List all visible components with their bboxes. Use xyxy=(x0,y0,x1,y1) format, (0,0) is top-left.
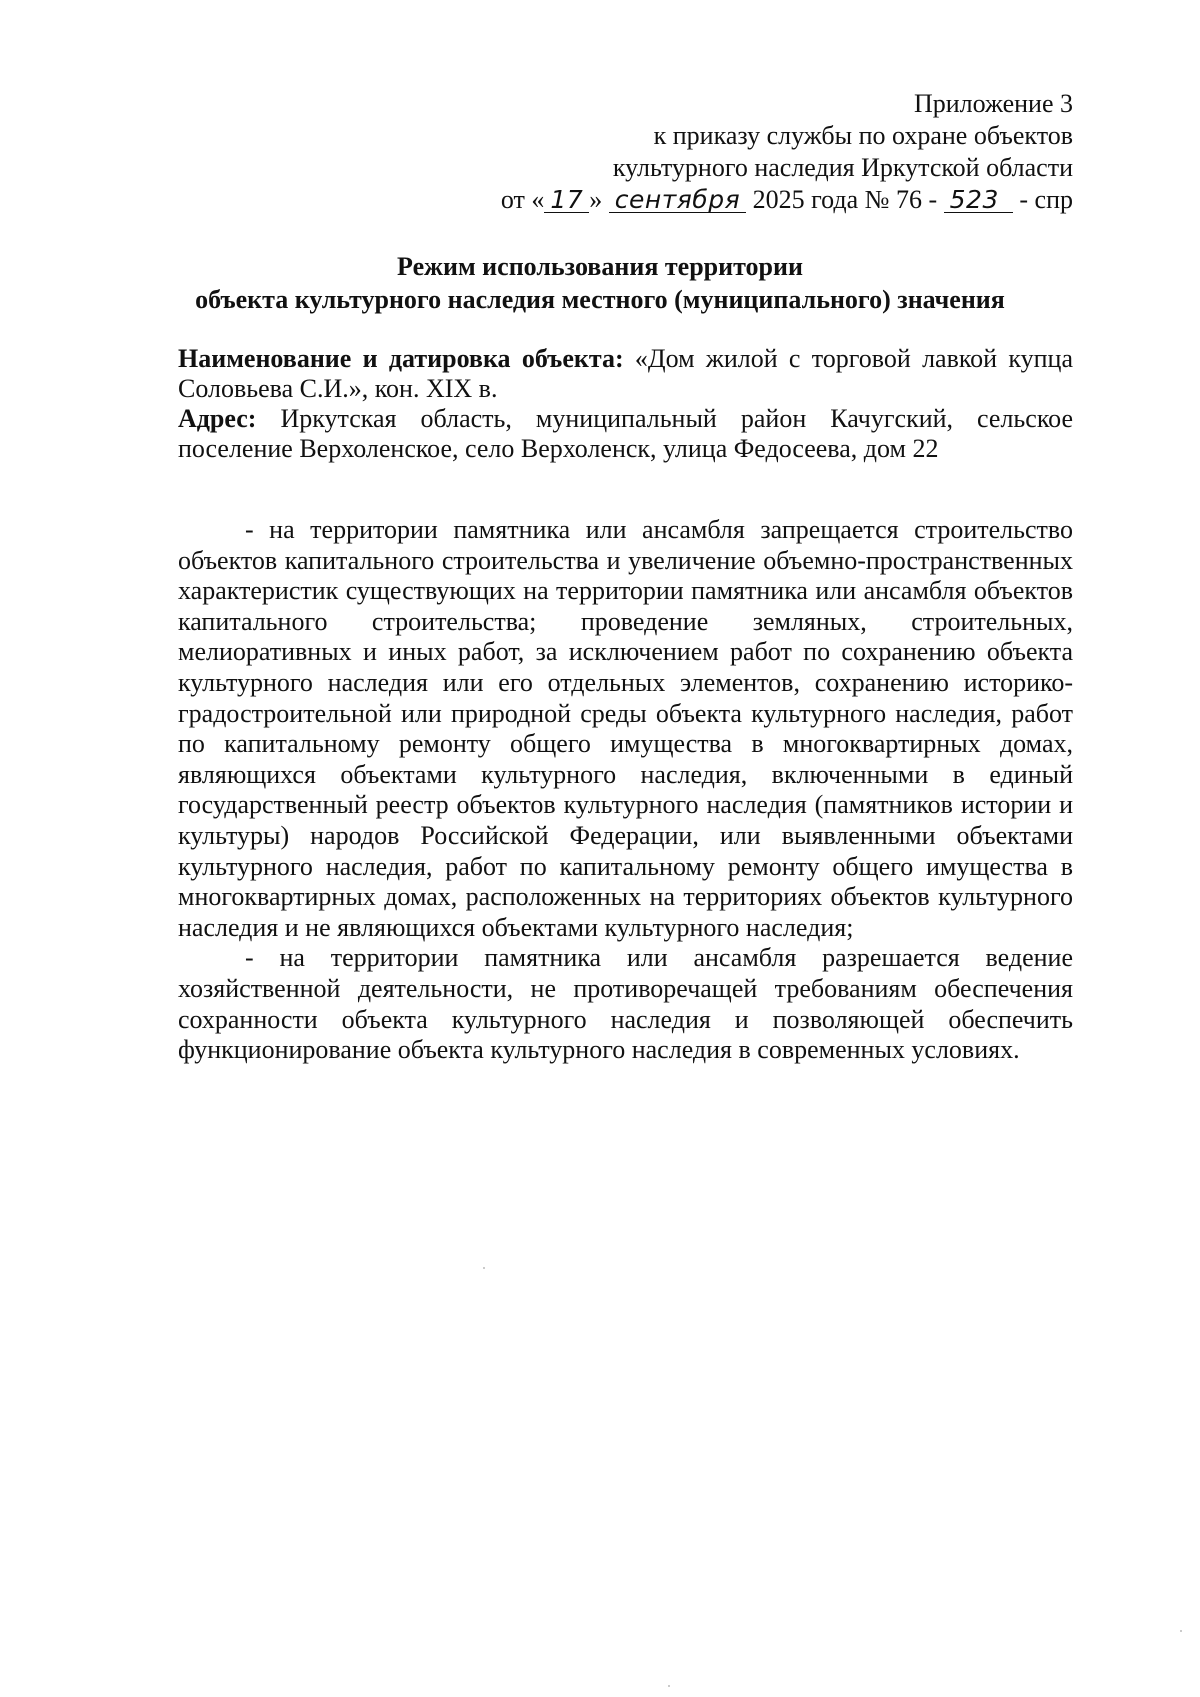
document-title xyxy=(0,250,1200,316)
order-quote-close: » xyxy=(589,185,603,214)
scan-speck xyxy=(668,1685,670,1687)
order-date-line xyxy=(501,184,1073,216)
order-suffix: - спр xyxy=(1019,185,1073,214)
order-prefix: от « xyxy=(500,185,545,214)
scan-speck xyxy=(1180,1630,1182,1632)
order-month-handwritten: сентября xyxy=(609,188,746,213)
object-info xyxy=(178,344,1073,464)
order-day-handwritten: 17 xyxy=(544,188,589,213)
appendix-authority: культурного наследия Иркутской области xyxy=(612,153,1073,182)
object-address-label: Адрес: xyxy=(178,404,257,433)
scan-speck xyxy=(483,1267,485,1269)
order-number-handwritten: 523 xyxy=(944,188,1013,213)
object-address-row xyxy=(178,404,1073,464)
regime-prohibition-paragraph: - на территории памятника или ансамбля запрещается строительство объектов капитального строительства и увеличение объемно-пространственных характеристик существующих на территории памятника или ансамбля объектов капитального строительства; проведение земляных, строительных, мелиоративных и иных работ, за исключением работ по сохранению объекта культурного наследия или его отдельных элементов, сохранению историко-градостроительной или природной среды объекта культурного наследия, работ по капитальному ремонту общего имущества в многоквартирных домах, являющихся объектами культурного наследия, включенными в единый государственный реестр объектов культурного наследия (памятников истории и культуры) народов Российской Федерации, или выявленными объектами культурного наследия, работ по капитальному ремонту общего имущества в многоквартирных домах, расположенных на территориях объектов культурного наследия и не являющихся объектами культурного наследия; xyxy=(178,515,1073,942)
regime-permission-paragraph: - на территории памятника или ансамбля разрешается ведение хозяйственной деятельности, не противоречащей требованиям обеспечения сохранности объекта культурного наследия и позволяющей обеспечить функционирование объекта культурного наследия в современных условиях. xyxy=(178,943,1073,1065)
title-line-1: Режим использования территории xyxy=(397,252,803,281)
regime-text xyxy=(178,515,1073,1066)
object-name-row xyxy=(178,344,1073,404)
order-year-text: 2025 года № 76 - xyxy=(752,185,938,214)
appendix-order-ref: к приказу службы по охране объектов xyxy=(653,121,1073,150)
appendix-header xyxy=(501,88,1073,216)
object-address-value: Иркутская область, муниципальный район Качугский, сельское поселение Верхоленское, село Верхоленск, улица Федосеева, дом 22 xyxy=(178,404,1074,463)
object-name-value: «Дом жилой с торговой лавкой купца Соловьева С.И.», кон. XIX в. xyxy=(178,344,1073,403)
title-line-2: объекта культурного наследия местного (муниципального) значения xyxy=(195,285,1005,314)
object-name-label: Наименование и датировка объекта: xyxy=(178,344,624,373)
appendix-number: Приложение 3 xyxy=(913,89,1073,118)
